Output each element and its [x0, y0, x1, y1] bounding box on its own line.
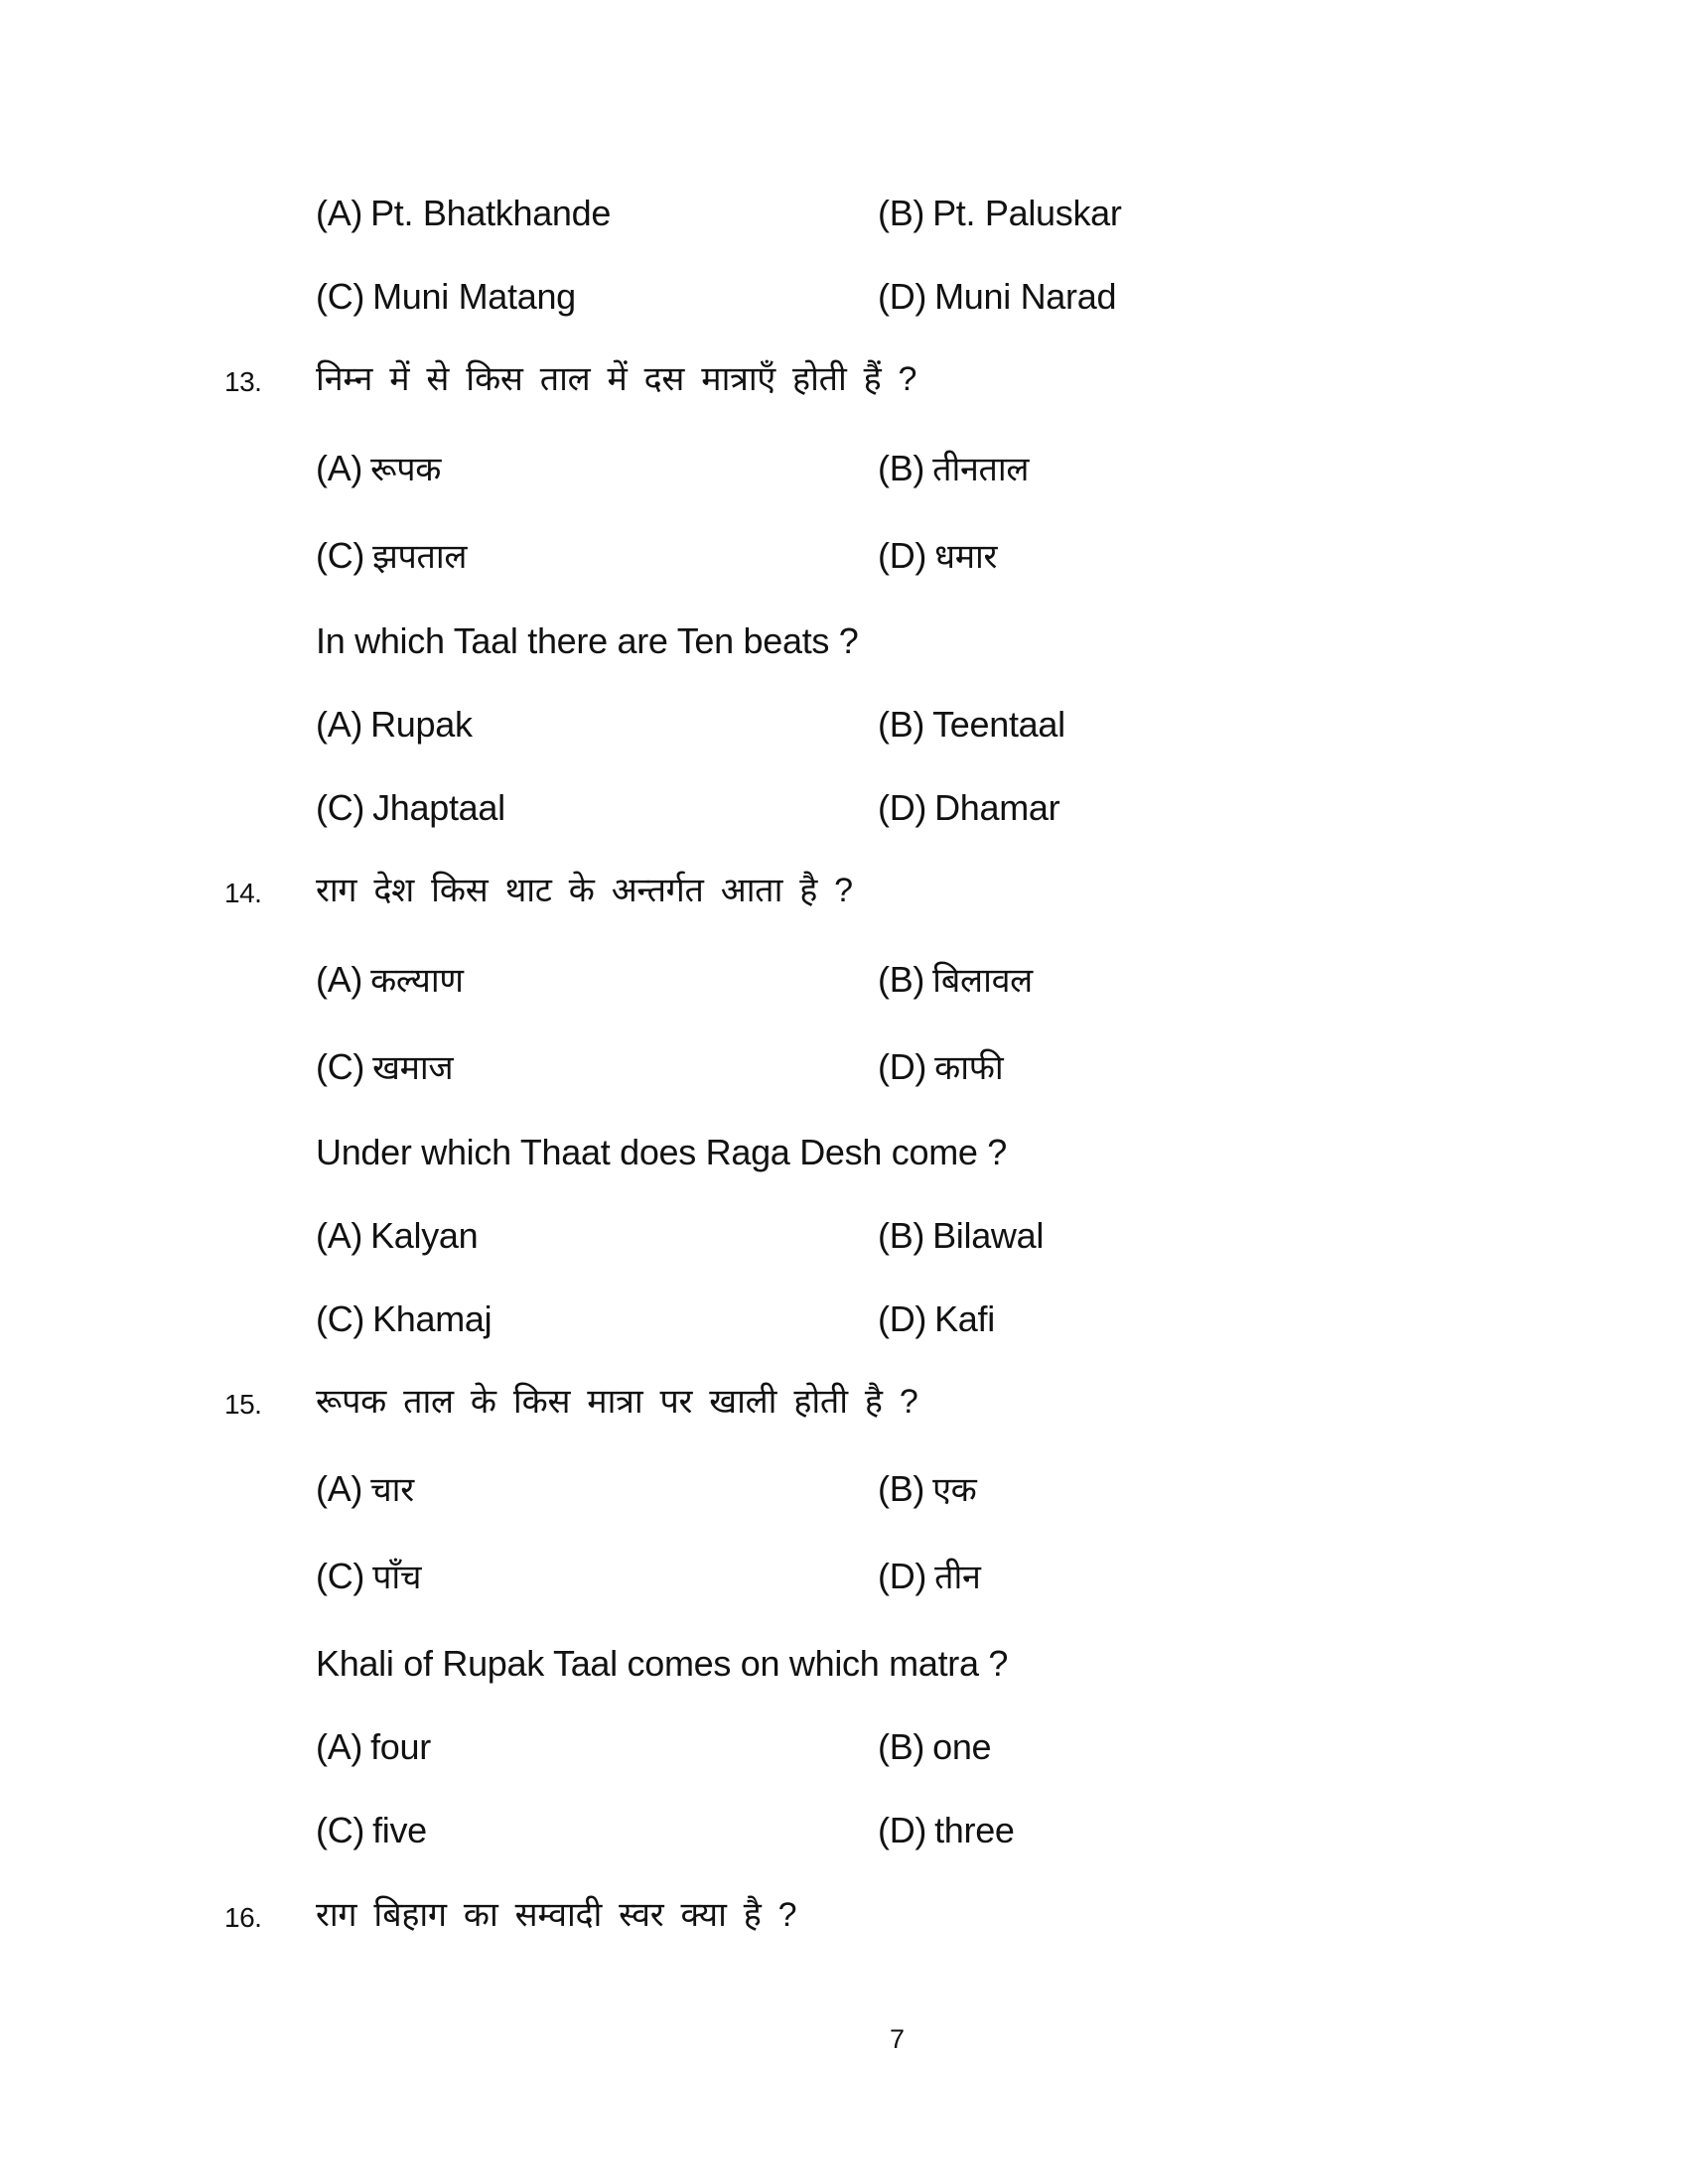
option-text: तीन	[934, 1559, 981, 1596]
option-label: (A)	[316, 448, 363, 488]
option-text: चार	[370, 1471, 414, 1509]
option-a	[316, 444, 441, 494]
option-b	[878, 955, 1033, 1006]
option-d	[878, 1295, 995, 1344]
option-label: (A)	[316, 193, 363, 233]
question-15-hindi-options-row-1	[0, 1464, 1688, 1514]
option-label: (D)	[878, 535, 927, 576]
option-text: three	[934, 1810, 1015, 1850]
question-14-hindi-options-row-1	[0, 955, 1688, 1005]
option-text: four	[370, 1726, 431, 1767]
option-label: (C)	[316, 535, 365, 576]
option-label: (C)	[316, 1556, 365, 1596]
question-15-english-options-row-1	[0, 1722, 1688, 1772]
option-text: झपताल	[372, 538, 468, 576]
option-label: (C)	[316, 1298, 365, 1339]
option-text: एक	[932, 1471, 977, 1509]
option-label: (B)	[878, 1726, 925, 1767]
option-text: कल्याण	[370, 962, 464, 1000]
option-c	[316, 1552, 421, 1602]
question-14-english-options-row-1	[0, 1211, 1688, 1261]
question-13-hindi-options-row-2	[0, 531, 1688, 581]
option-label: (B)	[878, 704, 925, 745]
option-b	[878, 700, 1065, 750]
question-14-hindi-options-row-2	[0, 1042, 1688, 1092]
question-14-english-options-row-2	[0, 1295, 1688, 1344]
option-label: (B)	[878, 959, 925, 1000]
option-text: five	[372, 1810, 427, 1850]
option-text: Kalyan	[370, 1215, 479, 1256]
option-d	[878, 272, 1116, 322]
option-a	[316, 700, 473, 750]
option-label: (C)	[316, 276, 365, 317]
option-text: Muni Matang	[372, 276, 576, 317]
page-number: 7	[890, 2024, 906, 2054]
question-15-english	[0, 1639, 1688, 1689]
option-label: (B)	[878, 1468, 925, 1509]
option-a	[316, 1722, 431, 1772]
question-text-hindi: राग बिहाग का सम्वादी स्वर क्या है ?	[316, 1896, 797, 1934]
option-c	[316, 783, 505, 833]
question-15-hindi-options-row-2	[0, 1552, 1688, 1601]
question-text-english: Khali of Rupak Taal comes on which matra ?	[316, 1643, 1009, 1684]
option-label: (C)	[316, 787, 365, 828]
option-text: Rupak	[370, 704, 473, 745]
option-c	[316, 1806, 427, 1855]
carryover-options-row-1	[0, 189, 1688, 238]
question-13-hindi-options-row-1	[0, 444, 1688, 493]
option-text: पाँच	[372, 1559, 422, 1596]
option-text: काफी	[934, 1049, 1004, 1087]
option-text: one	[932, 1726, 992, 1767]
option-d	[878, 1552, 981, 1602]
option-label: (D)	[878, 1556, 927, 1596]
question-number: 13.	[224, 366, 262, 397]
question-13-english-options-row-1	[0, 700, 1688, 750]
option-text: Pt. Bhatkhande	[370, 193, 612, 233]
question-number: 15.	[224, 1389, 262, 1420]
question-number: 16.	[224, 1902, 262, 1933]
option-c	[316, 531, 467, 582]
question-15-hindi	[0, 1377, 1688, 1427]
option-c	[316, 1295, 492, 1344]
question-number: 14.	[224, 878, 262, 908]
option-a	[316, 955, 464, 1006]
option-b	[878, 1722, 991, 1772]
option-text: धमार	[934, 538, 998, 576]
option-b	[878, 1464, 976, 1515]
carryover-options-row-2	[0, 272, 1688, 322]
option-text: Muni Narad	[934, 276, 1117, 317]
option-label: (C)	[316, 1046, 365, 1087]
option-label: (D)	[878, 276, 927, 317]
option-d	[878, 1042, 1003, 1093]
option-label: (C)	[316, 1810, 365, 1850]
question-13-hindi	[0, 354, 1688, 404]
option-c	[316, 272, 576, 322]
option-label: (B)	[878, 193, 925, 233]
option-label: (D)	[878, 1298, 927, 1339]
option-text: Kafi	[934, 1298, 995, 1339]
question-16-hindi	[0, 1890, 1688, 1940]
question-13-english-options-row-2	[0, 783, 1688, 833]
question-text-english: In which Taal there are Ten beats ?	[316, 620, 859, 661]
question-15-english-options-row-2	[0, 1806, 1688, 1855]
option-text: Teentaal	[932, 704, 1065, 745]
option-label: (A)	[316, 1215, 363, 1256]
option-text: Pt. Paluskar	[932, 193, 1122, 233]
option-text: रूपक	[370, 451, 442, 488]
option-b	[878, 444, 1029, 494]
option-label: (B)	[878, 448, 925, 488]
option-d	[878, 1806, 1015, 1855]
option-text: Dhamar	[934, 787, 1060, 828]
option-label: (D)	[878, 787, 927, 828]
option-b	[878, 189, 1122, 238]
question-text-hindi: राग देश किस थाट के अन्तर्गत आता है ?	[316, 872, 853, 909]
option-text: खमाज	[372, 1049, 454, 1087]
option-text: Bilawal	[932, 1215, 1045, 1256]
option-text: Khamaj	[372, 1298, 492, 1339]
option-a	[316, 1464, 414, 1515]
option-b	[878, 1211, 1044, 1261]
question-13-english	[0, 616, 1688, 666]
option-c	[316, 1042, 453, 1093]
question-14-english	[0, 1128, 1688, 1177]
option-a	[316, 1211, 478, 1261]
option-label: (B)	[878, 1215, 925, 1256]
option-label: (A)	[316, 1726, 363, 1767]
question-text-hindi: निम्न में से किस ताल में दस मात्राएँ होती हैं ?	[316, 360, 917, 398]
question-text-english: Under which Thaat does Raga Desh come ?	[316, 1132, 1008, 1172]
question-14-hindi	[0, 866, 1688, 915]
option-text: बिलावल	[932, 962, 1033, 1000]
option-a	[316, 189, 611, 238]
option-label: (D)	[878, 1046, 927, 1087]
option-d	[878, 783, 1059, 833]
option-label: (A)	[316, 1468, 363, 1509]
option-label: (D)	[878, 1810, 927, 1850]
question-text-hindi: रूपक ताल के किस मात्रा पर खाली होती है ?	[316, 1383, 918, 1421]
option-text: तीनताल	[932, 451, 1030, 488]
option-d	[878, 531, 997, 582]
option-label: (A)	[316, 704, 363, 745]
option-text: Jhaptaal	[372, 787, 505, 828]
option-label: (A)	[316, 959, 363, 1000]
